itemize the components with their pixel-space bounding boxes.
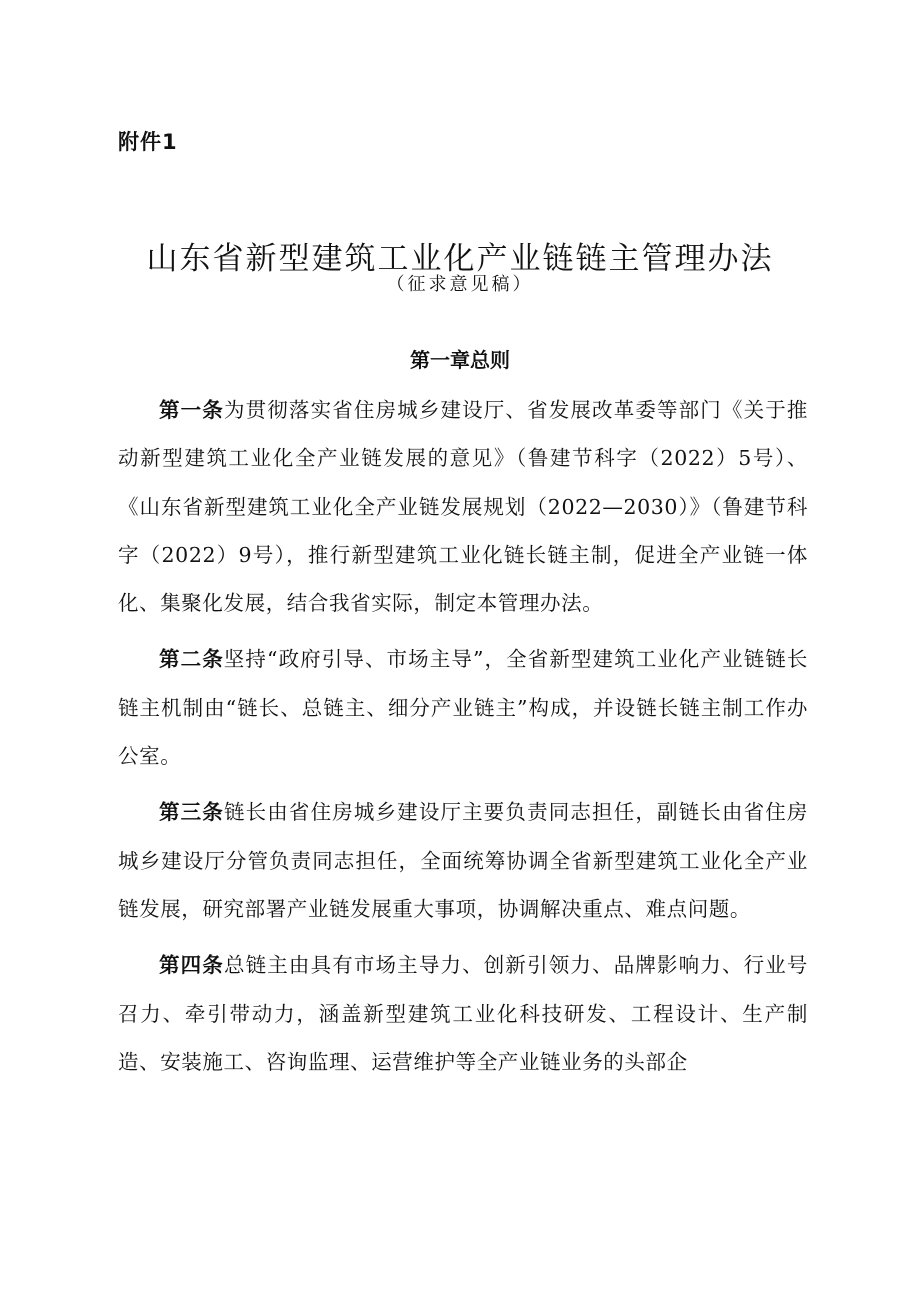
article-4-text: 总链主由具有市场主导力、创新引领力、品牌影响力、行业号召力、牵引带动力，涵盖新型建筑工业化科技研发、工程设计、生产制造、安装施工、咨询监理、运营维护等全产业链业务的头部企 (118, 953, 808, 1074)
article-1-label: 第一条 (159, 398, 224, 422)
article-2-text: 坚持“政府引导、市场主导”，全省新型建筑工业化产业链链长链主机制由“链长、总链主、细分产业链主”构成，并设链长链主制工作办公室。 (118, 647, 808, 769)
document-title: 山东省新型建筑工业化产业链链主管理办法 (146, 240, 774, 277)
article-1-text: 为贯彻落实省住房城乡建设厅、省发展改革委等部门《关于推动新型建筑工业化全产业链发展的意见》（鲁建节科字（2022）5号）、《山东省新型建筑工业化全产业链发展规划（2022—2030）》（鲁建节科字（2022）9号），推行新型建筑工业化链长链主制，促进全产业链一体化、集聚化发展，结合我省实际，制定本管理办法。 (118, 398, 808, 616)
article-3-label: 第三条 (159, 800, 224, 825)
article-4 (118, 941, 808, 1086)
article-2 (118, 635, 808, 780)
article-1 (118, 386, 808, 627)
article-4-label: 第四条 (159, 953, 224, 978)
document-body (118, 386, 808, 1094)
article-3-text: 链长由省住房城乡建设厅主要负责同志担任，副链长由省住房城乡建设厅分管负责同志担任，全面统筹协调全省新型建筑工业化全产业链发展，研究部署产业链发展重大事项，协调解决重点、难点问题。 (118, 800, 808, 921)
attachment-label: 附件1 (118, 130, 178, 154)
article-2-label: 第二条 (159, 647, 224, 672)
article-3 (118, 788, 808, 933)
chapter-heading: 第一章总则 (410, 348, 510, 372)
document-subtitle: （征求意见稿） (386, 274, 534, 295)
